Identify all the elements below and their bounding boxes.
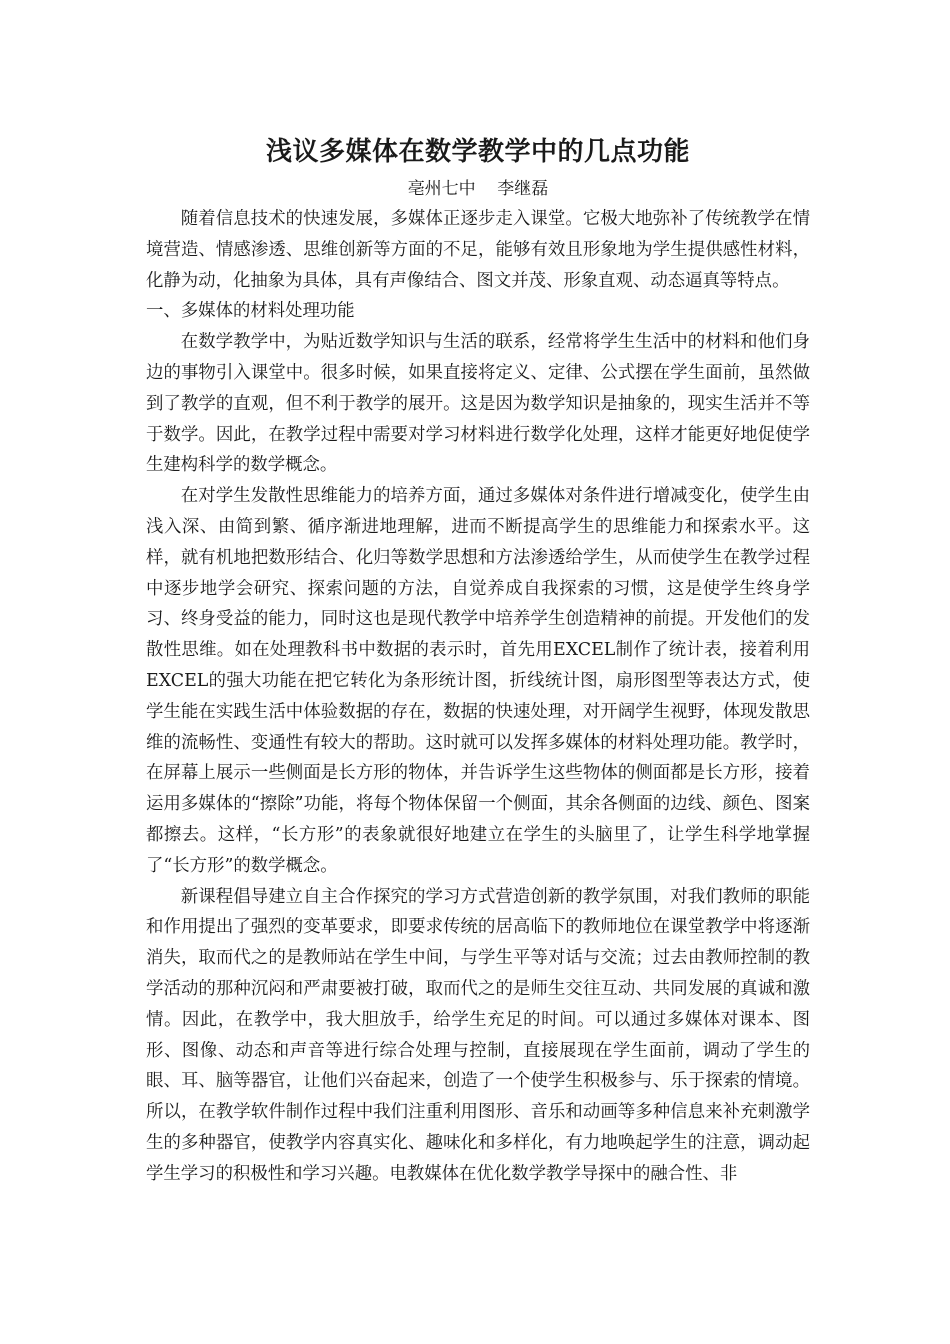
document-title: 浅议多媒体在数学教学中的几点功能 <box>265 137 690 167</box>
section-heading: 一、多媒体的材料处理功能 <box>146 301 355 322</box>
author-line: 亳州七中 李继磊 <box>407 179 549 199</box>
body-paragraph-3: 新课程倡导建立自主合作探究的学习方式营造创新的教学氛围，对我们教师的职能和作用提出了强烈的变革要求，即要求传统的居高临下的教师地位在课堂教学中将逐渐消失，取而代之的是教师站在学生中间，与学生平等对话与交流；过去由教师控制的教学活动的那种沉闷和严肃要被打破，取而代之的是师生交往互动、共同发展的真诚和激情。因此，在教学中，我大胆放手，给学生充足的时间。可以通过多媒体对课本、图形、图像、动态和声音等进行综合处理与控制，直接展现在学生面前，调动了学生的眼、耳、脑等器官，让他们兴奋起来，创造了一个使学生积极参与、乐于探索的情境。所以，在教学软件制作过程中我们注重利用图形、音乐和动画等多种信息来补充刺激学生的多种器官，使教学内容真实化、趣味化和多样化，有力地唤起学生的注意，调动起学生学习的积极性和学习兴趣。电教媒体在优化数学教学导探中的融合性、非 <box>146 886 810 1184</box>
document-body <box>146 204 810 1190</box>
document-page <box>146 130 810 1190</box>
body-paragraph-1: 在数学教学中，为贴近数学知识与生活的联系，经常将学生生活中的材料和他们身边的事物引入课堂中。很多时候，如果直接将定义、定律、公式摆在学生面前，虽然做到了教学的直观，但不利于教学的展开。这是因为数学知识是抽象的，现实生活并不等于数学。因此，在教学过程中需要对学习材料进行数学化处理，这样才能更好地促使学生建构科学的数学概念。 <box>146 332 810 476</box>
body-paragraph-2: 在对学生发散性思维能力的培养方面，通过多媒体对条件进行增减变化，使学生由浅入深、由简到繁、循序渐进地理解，进而不断提高学生的思维能力和探索水平。这样，就有机地把数形结合、化归等数学思想和方法渗透给学生，从而使学生在教学过程中逐步地学会研究、探索问题的方法，自觉养成自我探索的习惯，这是使学生终身学习、终身受益的能力，同时这也是现代教学中培养学生创造精神的前提。开发他们的发散性思维。如在处理教科书中数据的表示时，首先用EXCEL制作了统计表，接着利用EXCEL的强大功能在把它转化为条形统计图，折线统计图，扇形图型等表达方式，使学生能在实践生活中体验数据的存在，数据的快速处理，对开阔学生视野，体现发散思维的流畅性、变通性有较大的帮助。这时就可以发挥多媒体的材料处理功能。教学时，在屏幕上展示一些侧面是长方形的物体，并告诉学生这些物体的侧面都是长方形，接着运用多媒体的“擦除”功能，将每个物体保留一个侧面，其余各侧面的边线、颜色、图案都擦去。这样，“长方形”的表象就很好地建立在学生的头脑里了，让学生科学地掌握了“长方形”的数学概念。 <box>146 486 810 876</box>
intro-paragraph: 随着信息技术的快速发展，多媒体正逐步走入课堂。它极大地弥补了传统教学在情境营造、情感渗透、思维创新等方面的不足，能够有效且形象地为学生提供感性材料，化静为动，化抽象为具体，具有声像结合、图文并茂、形象直观、动态逼真等特点。 <box>146 209 810 291</box>
